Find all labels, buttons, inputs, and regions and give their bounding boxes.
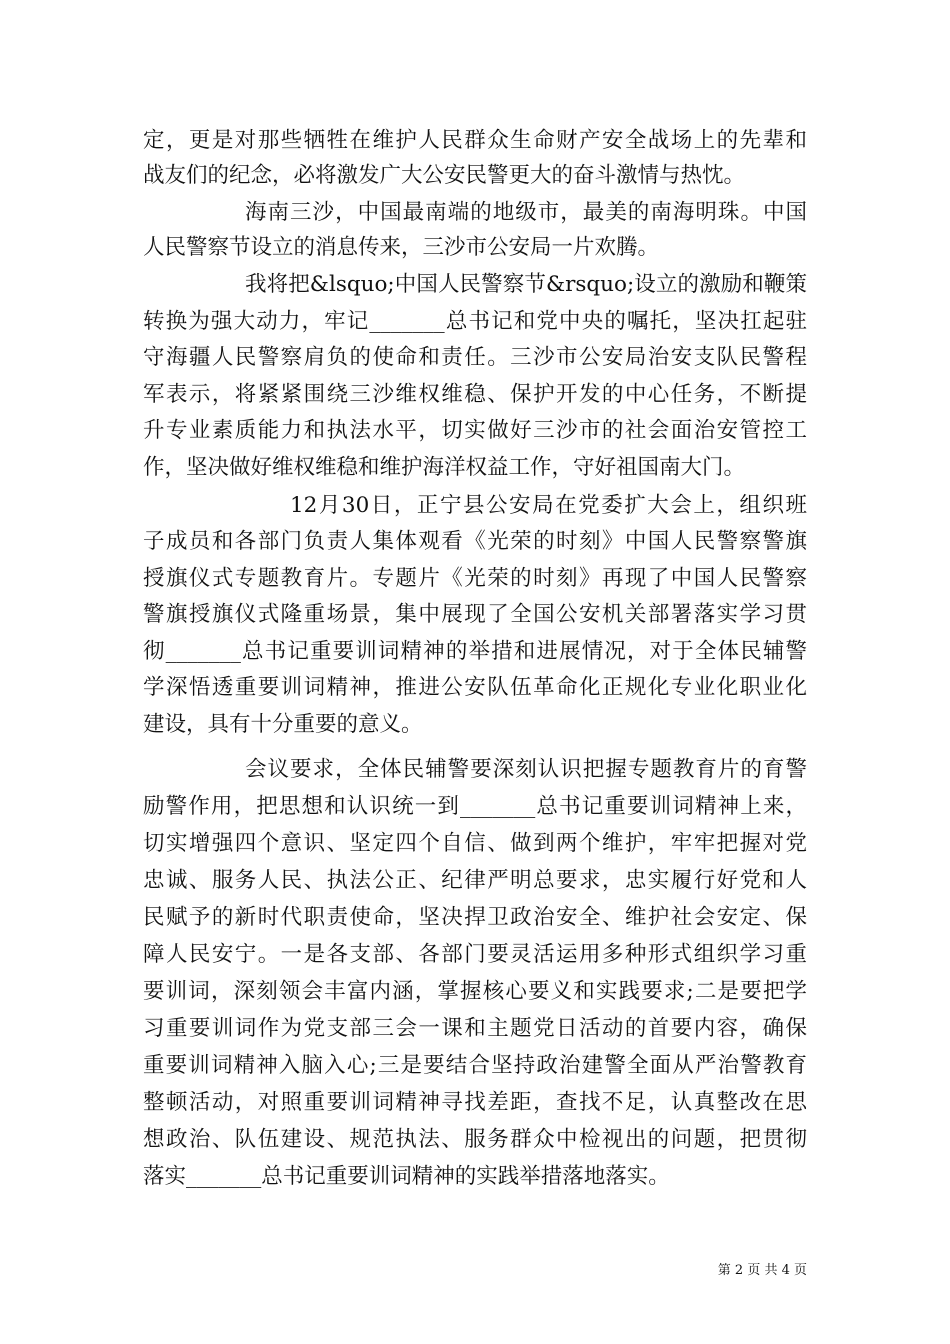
text-line: 授旗仪式专题教育片。专题片《光荣的时刻》再现了中国人民警察 — [143, 566, 807, 591]
text-line: 建设，具有十分重要的意义。 — [143, 712, 423, 737]
text-line: 定，更是对那些牺牲在维护人民群众生命财产安全战场上的先辈和 — [143, 128, 807, 153]
text-line: 作，坚决做好维权维稳和维护海洋权益工作，守好祖国南大门。 — [143, 455, 746, 480]
text-line: 守海疆人民警察肩负的使命和责任。三沙市公安局治安支队民警程 — [143, 345, 807, 370]
text-line: 落实_______总书记重要训词精神的实践举措落地落实。 — [143, 1164, 670, 1189]
text-line: 民赋予的新时代职责使命，坚决捍卫政治安全、维护社会安定、保 — [143, 905, 807, 930]
text-line: 军表示，将紧紧围绕三沙维权维稳、保护开发的中心任务，不断提 — [143, 382, 807, 407]
text-line: 海南三沙，中国最南端的地级市，最美的南海明珠。中国 — [245, 200, 807, 225]
text-line: 子成员和各部门负责人集体观看《光荣的时刻》中国人民警察警旗 — [143, 529, 807, 554]
text-line: 转换为强大动力，牢记_______总书记和党中央的嘱托，坚决扛起驻 — [143, 309, 807, 334]
text-line: 会议要求，全体民辅警要深刻认识把握专题教育片的育警 — [245, 757, 807, 782]
text-line: 战友们的纪念，必将激发广大公安民警更大的奋斗激情与热忱。 — [143, 163, 746, 188]
text-line: 整顿活动，对照重要训词精神寻找差距，查找不足，认真整改在思 — [143, 1090, 807, 1115]
text-line: 人民警察节设立的消息传来，三沙市公安局一片欢腾。 — [143, 235, 660, 260]
text-line: 习重要训词作为党支部三会一课和主题党日活动的首要内容，确保 — [143, 1016, 807, 1041]
text-line: 忠诚、服务人民、执法公正、纪律严明总要求，忠实履行好党和人 — [143, 868, 807, 893]
text-line: 励警作用，把思想和认识统一到_______总书记重要训词精神上来， — [143, 794, 807, 819]
text-line: 我将把&lsquo;中国人民警察节&rsquo;设立的激励和鞭策 — [245, 272, 807, 297]
text-line: 警旗授旗仪式隆重场景，集中展现了全国公安机关部署落实学习贯 — [143, 602, 807, 627]
text-line: 想政治、队伍建设、规范执法、服务群众中检视出的问题，把贯彻 — [143, 1127, 807, 1152]
text-line: 障人民安宁。一是各支部、各部门要灵活运用多种形式组织学习重 — [143, 942, 807, 967]
text-line: 学深悟透重要训词精神，推进公安队伍革命化正规化专业化职业化 — [143, 675, 807, 700]
text-line: 彻_______总书记重要训词精神的举措和进展情况，对于全体民辅警 — [143, 639, 807, 664]
text-line: 12月30日，正宁县公安局在党委扩大会上，组织班 — [290, 493, 807, 518]
text-line: 要训词，深刻领会丰富内涵，掌握核心要义和实践要求;二是要把学 — [143, 979, 807, 1004]
text-line: 升专业素质能力和执法水平，切实做好三沙市的社会面治安管控工 — [143, 418, 807, 443]
text-line: 重要训词精神入脑入心;三是要结合坚持政治建警全面从严治警教育 — [143, 1053, 807, 1078]
page-number: 第 2 页 共 4 页 — [717, 1263, 807, 1278]
text-line: 切实增强四个意识、坚定四个自信、做到两个维护，牢牢把握对党 — [143, 831, 807, 856]
